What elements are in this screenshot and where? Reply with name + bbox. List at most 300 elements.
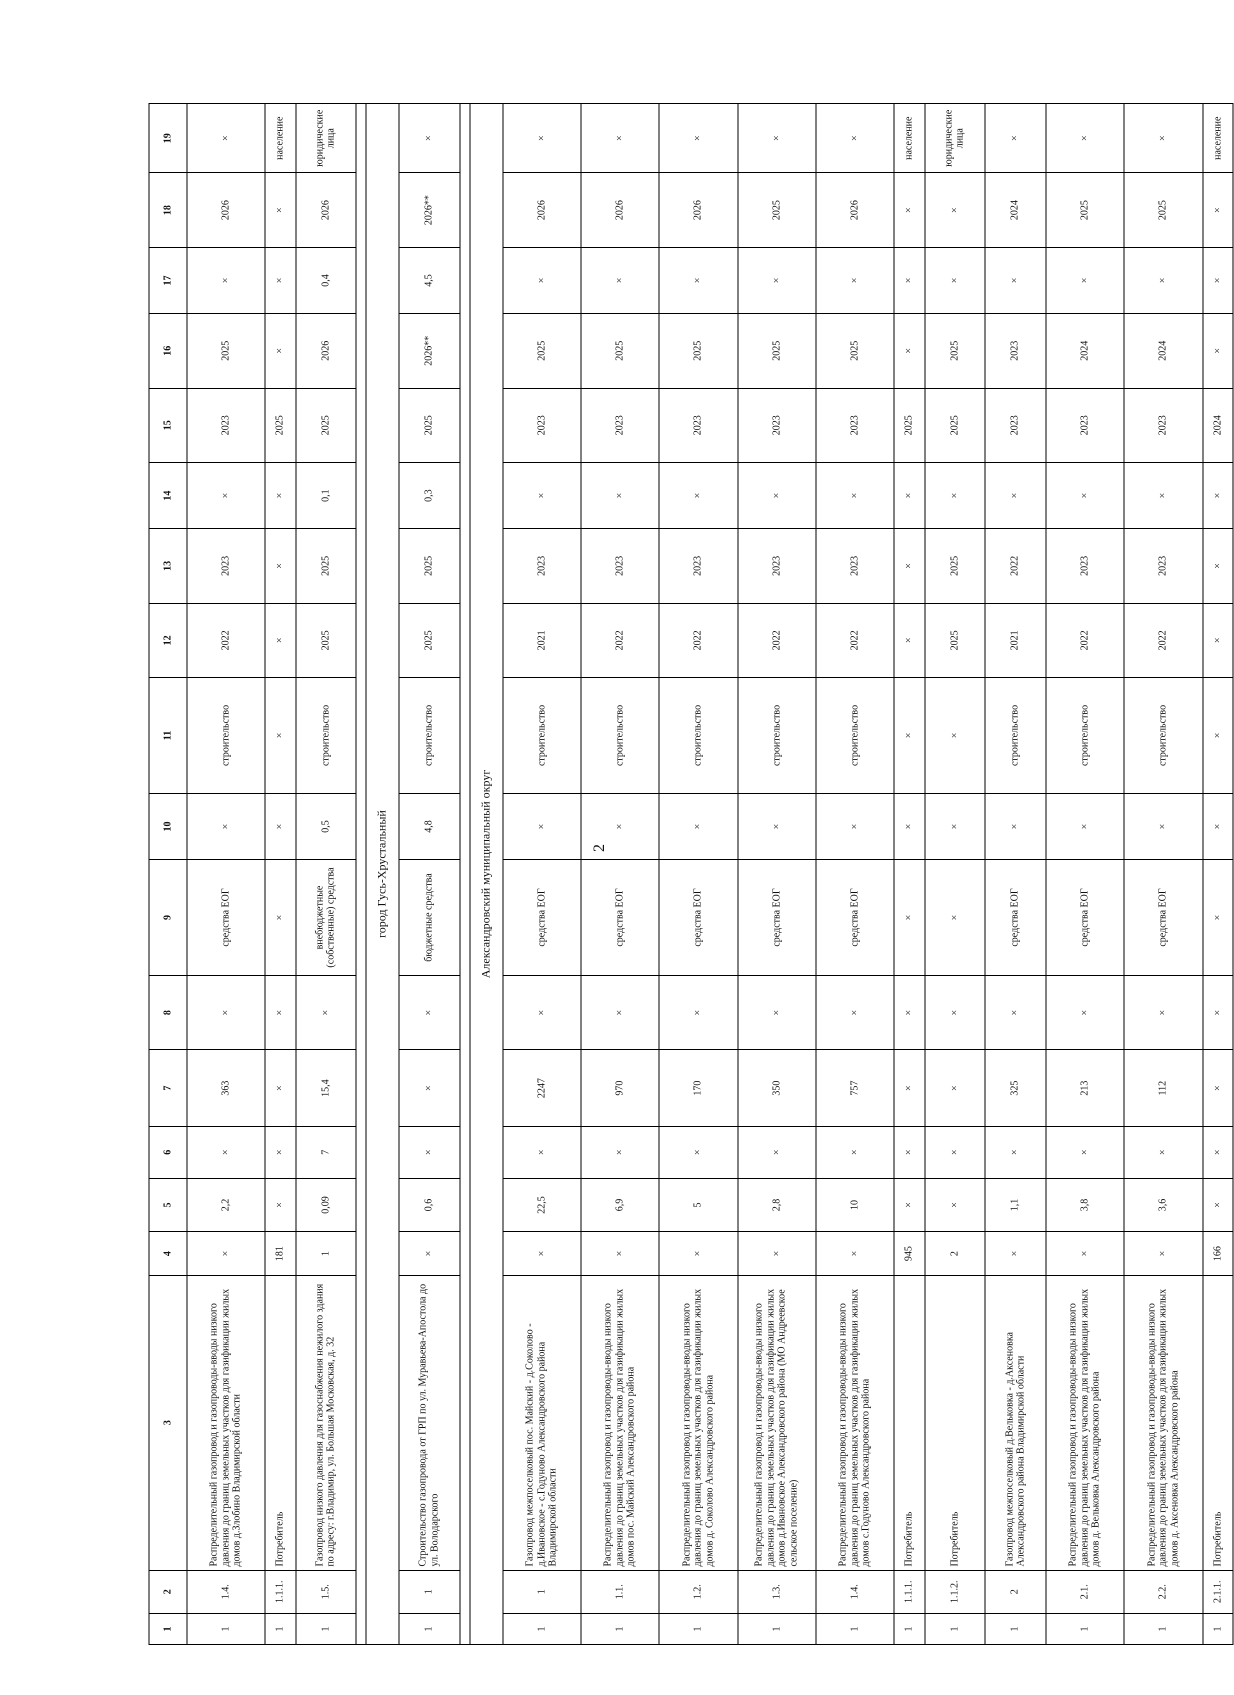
table-cell: × (925, 975, 986, 1049)
table-cell: 1 (399, 1613, 460, 1644)
table-cell: × (503, 975, 581, 1049)
table-cell: 1 (1046, 1613, 1124, 1644)
object-name-cell: Потребитель (265, 1275, 295, 1570)
table-cell: строительство (187, 678, 265, 794)
section-row (366, 104, 399, 1645)
table-cell: × (816, 247, 894, 313)
table-cell: 2023 (816, 529, 894, 603)
table-cell: × (1124, 1126, 1202, 1178)
table-cell: 2025 (925, 314, 986, 388)
table-cell: × (581, 1126, 659, 1178)
table-cell: бюджетные средства (399, 860, 460, 976)
table-cell: население (265, 104, 295, 173)
table-cell: × (659, 104, 737, 173)
table-cell: × (187, 462, 265, 528)
table-cell: 2023 (503, 388, 581, 462)
table-cell: 170 (659, 1050, 737, 1127)
table-cell: × (1203, 247, 1233, 313)
table-cell: 15,4 (296, 1050, 357, 1127)
table-cell: × (659, 793, 737, 859)
table-cell: внебюджетные (собственные) средства (296, 860, 357, 976)
table-cell: 2023 (187, 529, 265, 603)
table-cell: × (503, 462, 581, 528)
table-cell: × (738, 1232, 816, 1275)
table-cell: юридические лица (925, 104, 986, 173)
table-cell: × (399, 104, 460, 173)
table-cell: 166 (1203, 1232, 1233, 1275)
table-cell: × (265, 603, 295, 677)
table-cell: 2026 (581, 173, 659, 247)
table-cell: × (894, 860, 924, 976)
table-row (503, 104, 581, 1645)
table-cell: 1 (187, 1613, 265, 1644)
table-cell: 2.1.1. (1203, 1570, 1233, 1613)
table-cell: × (894, 529, 924, 603)
section-title: Александровский муниципальный округ (470, 104, 503, 1645)
column-header: 8 (149, 975, 187, 1049)
table-cell: × (1203, 1178, 1233, 1232)
table-body (149, 104, 1233, 1645)
table-cell: 2022 (1124, 603, 1202, 677)
table-cell: × (1046, 1232, 1124, 1275)
section-row (470, 104, 503, 1645)
table-cell: × (187, 1126, 265, 1178)
table-cell: × (581, 793, 659, 859)
table-cell: × (925, 462, 986, 528)
table-cell: × (894, 314, 924, 388)
table-cell: 2025 (1124, 173, 1202, 247)
table-cell: 2026 (816, 173, 894, 247)
table-cell: 1.1.1. (265, 1570, 295, 1613)
object-name-cell: Газопровод межпоселковый пос. Майский - д.Соколово - д.Ивановское - с.Годуново Александровского района Владимирской области (503, 1275, 581, 1570)
table-cell: × (1124, 247, 1202, 313)
table-cell: 3,8 (1046, 1178, 1124, 1232)
table-cell: × (985, 1126, 1046, 1178)
table-cell: × (816, 1232, 894, 1275)
table-cell: средства ЕОГ (581, 860, 659, 976)
table-cell: 2022 (187, 603, 265, 677)
table-cell: 2023 (581, 529, 659, 603)
table-cell: × (1124, 1232, 1202, 1275)
table-cell: × (265, 247, 295, 313)
table-cell: × (894, 1126, 924, 1178)
table-cell: 2025 (925, 388, 986, 462)
table-row (894, 104, 924, 1645)
table-cell: × (1203, 1050, 1233, 1127)
table-cell: строительство (985, 678, 1046, 794)
table-cell: × (503, 104, 581, 173)
table-cell: × (738, 247, 816, 313)
column-header: 1 (149, 1613, 187, 1644)
table-cell: × (581, 1232, 659, 1275)
table-cell: 1 (503, 1570, 581, 1613)
table-cell: 112 (1124, 1050, 1202, 1127)
column-header: 17 (149, 247, 187, 313)
column-header: 15 (149, 388, 187, 462)
table-cell: 1 (1203, 1613, 1233, 1644)
table-cell: 1.5. (296, 1570, 357, 1613)
table-cell: × (738, 793, 816, 859)
table-cell: 2022 (659, 603, 737, 677)
table-cell: 2.1. (1046, 1570, 1124, 1613)
table-cell: средства ЕОГ (659, 860, 737, 976)
table-cell: 1 (738, 1613, 816, 1644)
table-cell: × (738, 462, 816, 528)
table-cell: строительство (503, 678, 581, 794)
table-cell: × (1203, 173, 1233, 247)
table-cell: строительство (659, 678, 737, 794)
table-row (659, 104, 737, 1645)
object-name-cell: Потребитель (925, 1275, 986, 1570)
table-cell: × (925, 678, 986, 794)
table-cell: × (1046, 104, 1124, 173)
table-cell: 350 (738, 1050, 816, 1127)
table-cell: × (187, 975, 265, 1049)
table-cell: 1 (985, 1613, 1046, 1644)
table-cell: × (985, 247, 1046, 313)
column-header: 12 (149, 603, 187, 677)
table-cell: × (187, 104, 265, 173)
table-row (399, 104, 460, 1645)
table-cell: × (187, 247, 265, 313)
table-cell: × (1203, 793, 1233, 859)
table-cell: 2025 (1046, 173, 1124, 247)
table-cell: × (265, 1050, 295, 1127)
table-cell: × (659, 1232, 737, 1275)
table-cell: 2026 (296, 173, 357, 247)
table-cell: × (894, 793, 924, 859)
table-cell: юридические лица (296, 104, 357, 173)
table-cell: × (894, 975, 924, 1049)
table-cell: 1.4. (816, 1570, 894, 1613)
table-cell: 2025 (503, 314, 581, 388)
table-cell: 2022 (985, 529, 1046, 603)
table-cell: × (265, 173, 295, 247)
table-cell: 2024 (1124, 314, 1202, 388)
table-cell: 2021 (985, 603, 1046, 677)
table-cell: 1 (816, 1613, 894, 1644)
table-cell: население (894, 104, 924, 173)
table-cell: 2025 (296, 388, 357, 462)
table-cell: × (925, 1050, 986, 1127)
table-cell: × (816, 793, 894, 859)
table-cell: × (985, 793, 1046, 859)
object-name-cell: Распределительный газопровод и газопроводы-вводы низкого давления до границ земельных участков для газификации жилых домов д.Злобино Владимирской области (187, 1275, 265, 1570)
table-row (265, 104, 295, 1645)
table-cell: × (581, 462, 659, 528)
table-cell: 2025 (265, 388, 295, 462)
object-name-cell: Газопровод межпоселковый д.Вельковка - д.Аксеновка Александровского района Владимирской области (985, 1275, 1046, 1570)
table-cell: × (738, 975, 816, 1049)
table-cell: 0,09 (296, 1178, 357, 1232)
table-cell: × (659, 1126, 737, 1178)
table-row (816, 104, 894, 1645)
table-cell: средства ЕОГ (738, 860, 816, 976)
column-header: 7 (149, 1050, 187, 1127)
table-cell: средства ЕОГ (816, 860, 894, 976)
table-cell: средства ЕОГ (1046, 860, 1124, 976)
table-row (1046, 104, 1124, 1645)
table-cell: 1.3. (738, 1570, 816, 1613)
table-cell: строительство (1124, 678, 1202, 794)
table-cell: 1 (581, 1613, 659, 1644)
table-cell: 6,9 (581, 1178, 659, 1232)
table-cell: 2025 (659, 314, 737, 388)
table-cell: 3,6 (1124, 1178, 1202, 1232)
section-title: город Гусь-Хрустальный (366, 104, 399, 1645)
table-cell: × (985, 462, 1046, 528)
table-cell: × (816, 104, 894, 173)
table-cell: × (894, 1178, 924, 1232)
table-cell: × (187, 793, 265, 859)
table-cell: × (659, 247, 737, 313)
table-cell: 2247 (503, 1050, 581, 1127)
table-cell: 2021 (503, 603, 581, 677)
table-cell: 2026** (399, 173, 460, 247)
table-cell: × (581, 104, 659, 173)
table-cell: × (581, 247, 659, 313)
table-cell: 2023 (1124, 388, 1202, 462)
table-cell: × (894, 247, 924, 313)
table-cell: × (265, 975, 295, 1049)
table-cell: × (1124, 462, 1202, 528)
table-cell: × (399, 1126, 460, 1178)
table-cell: 2023 (1046, 388, 1124, 462)
table-cell: средства ЕОГ (187, 860, 265, 976)
table-cell: строительство (816, 678, 894, 794)
table-cell: 2023 (659, 529, 737, 603)
table-cell: 2022 (816, 603, 894, 677)
table-cell: × (816, 462, 894, 528)
table-cell: строительство (581, 678, 659, 794)
table-cell: × (925, 173, 986, 247)
table-cell: × (503, 1232, 581, 1275)
table-cell: 1.1.2. (925, 1570, 986, 1613)
table-cell: 1 (894, 1613, 924, 1644)
table-cell: × (925, 793, 986, 859)
table-cell: 2025 (738, 314, 816, 388)
table-cell: × (1046, 793, 1124, 859)
table-cell: × (265, 1126, 295, 1178)
table-cell: 2024 (985, 173, 1046, 247)
table-cell: × (1124, 975, 1202, 1049)
table-cell: 1.2. (659, 1570, 737, 1613)
table-cell: × (1124, 793, 1202, 859)
table-cell: × (816, 1126, 894, 1178)
column-header: 10 (149, 793, 187, 859)
table-cell: × (1124, 104, 1202, 173)
table-row (187, 104, 265, 1645)
table-cell: × (659, 462, 737, 528)
table-cell: × (265, 462, 295, 528)
table-cell: 181 (265, 1232, 295, 1275)
object-name-cell: Распределительный газопровод и газопроводы-вводы низкого давления до границ земельных участков для газификации жилых домов с.Годуново Александровского района (816, 1275, 894, 1570)
table-cell: × (1046, 247, 1124, 313)
column-header: 2 (149, 1570, 187, 1613)
table-cell: 2023 (187, 388, 265, 462)
table-cell: 1 (296, 1232, 357, 1275)
table-row (738, 104, 816, 1645)
table-cell: × (894, 1050, 924, 1127)
table-cell: × (659, 975, 737, 1049)
table-cell: 1 (1124, 1613, 1202, 1644)
table-cell: 2025 (581, 314, 659, 388)
table-cell: 0,1 (296, 462, 357, 528)
table-cell: строительство (1046, 678, 1124, 794)
table-cell: 1.1. (581, 1570, 659, 1613)
table-cell: 2 (985, 1570, 1046, 1613)
table-cell: × (399, 1232, 460, 1275)
column-header: 14 (149, 462, 187, 528)
table-cell: 2025 (925, 603, 986, 677)
table-cell: × (1203, 462, 1233, 528)
table-cell: 1 (503, 1613, 581, 1644)
table-cell: 2026** (399, 314, 460, 388)
table-cell: 1 (296, 1613, 357, 1644)
object-name-cell: Распределительный газопровод и газопроводы-вводы низкого давления до границ земельных участков для газификации жилых домов д. Вельковка Александровского района (1046, 1275, 1124, 1570)
table-cell: 2022 (581, 603, 659, 677)
table-cell: 0,3 (399, 462, 460, 528)
table-cell: 2023 (985, 314, 1046, 388)
table-cell: × (1046, 975, 1124, 1049)
column-header: 6 (149, 1126, 187, 1178)
table-row (925, 104, 986, 1645)
table-cell: × (738, 1126, 816, 1178)
table-cell: 2023 (985, 388, 1046, 462)
table-cell: 970 (581, 1050, 659, 1127)
table-cell: × (816, 975, 894, 1049)
table-cell: 213 (1046, 1050, 1124, 1127)
table-cell: × (1203, 975, 1233, 1049)
table-cell: × (894, 462, 924, 528)
table-cell: 2026 (296, 314, 357, 388)
column-header: 16 (149, 314, 187, 388)
table-cell: 2025 (399, 603, 460, 677)
table-cell: 2022 (1046, 603, 1124, 677)
table-cell: × (265, 314, 295, 388)
column-number-header-row (149, 104, 187, 1645)
table-cell: × (503, 1126, 581, 1178)
table-cell: × (925, 860, 986, 976)
page-number: 2 (591, 844, 608, 852)
gasification-plan-table (149, 103, 1234, 1645)
column-header: 5 (149, 1178, 187, 1232)
spacer-row (356, 104, 366, 1645)
table-cell: 1 (399, 1570, 460, 1613)
table-cell: × (1203, 603, 1233, 677)
column-header: 18 (149, 173, 187, 247)
table-cell: × (1203, 1126, 1233, 1178)
spacer-row (460, 104, 470, 1645)
table-cell: 1.1.1. (894, 1570, 924, 1613)
table-cell: 2023 (738, 529, 816, 603)
table-cell: 4,5 (399, 247, 460, 313)
table-cell: × (985, 104, 1046, 173)
spacer-cell (460, 104, 470, 1645)
column-header: 13 (149, 529, 187, 603)
table-cell: 2022 (738, 603, 816, 677)
table-row (1203, 104, 1233, 1645)
table-cell: 363 (187, 1050, 265, 1127)
table-cell: 2.2. (1124, 1570, 1202, 1613)
table-cell: 757 (816, 1050, 894, 1127)
table-cell: × (296, 975, 357, 1049)
column-header: 3 (149, 1275, 187, 1570)
table-cell: 10 (816, 1178, 894, 1232)
table-cell: × (399, 1050, 460, 1127)
table-cell: 0,5 (296, 793, 357, 859)
table-cell: 2023 (659, 388, 737, 462)
table-cell: × (399, 975, 460, 1049)
table-cell: 2025 (738, 173, 816, 247)
table-cell: 2026 (503, 173, 581, 247)
table-cell: 2023 (1124, 529, 1202, 603)
table-cell: × (985, 1232, 1046, 1275)
table-cell: 1.4. (187, 1570, 265, 1613)
table-cell: строительство (296, 678, 357, 794)
column-header: 19 (149, 104, 187, 173)
table-cell: население (1203, 104, 1233, 173)
object-name-cell: Распределительный газопровод и газопроводы-вводы низкого давления до границ земельных участков для газификации жилых домов д.Ивановское Александровского района (МО Андреевское сельское поселение) (738, 1275, 816, 1570)
table-cell: 7 (296, 1126, 357, 1178)
table-cell: 1 (265, 1613, 295, 1644)
table-cell: средства ЕОГ (985, 860, 1046, 976)
object-name-cell: Распределительный газопровод и газопроводы-вводы низкого давления до границ земельных участков для газификации жилых домов д. Аксеновка Александровского района (1124, 1275, 1202, 1570)
table-cell: × (925, 247, 986, 313)
table-cell: × (985, 975, 1046, 1049)
table-cell: 1 (925, 1613, 986, 1644)
table-row (581, 104, 659, 1645)
table-cell: 4,8 (399, 793, 460, 859)
table-cell: 5 (659, 1178, 737, 1232)
table-cell: × (265, 529, 295, 603)
object-name-cell: Потребитель (1203, 1275, 1233, 1570)
column-header: 9 (149, 860, 187, 976)
table-cell: × (265, 860, 295, 976)
table-cell: × (1203, 314, 1233, 388)
table-cell: 2025 (399, 529, 460, 603)
table-cell: × (894, 678, 924, 794)
table-cell: × (925, 1126, 986, 1178)
table-row (985, 104, 1046, 1645)
table-cell: × (1203, 860, 1233, 976)
table-cell: 22,5 (503, 1178, 581, 1232)
table-cell: 2,8 (738, 1178, 816, 1232)
table-cell: 1 (659, 1613, 737, 1644)
column-header: 4 (149, 1232, 187, 1275)
table-cell: 945 (894, 1232, 924, 1275)
table-cell: 2025 (296, 529, 357, 603)
table-cell: строительство (399, 678, 460, 794)
table-cell: 2025 (816, 314, 894, 388)
column-header: 11 (149, 678, 187, 794)
table-cell: × (894, 173, 924, 247)
table-cell: 2025 (187, 314, 265, 388)
table-cell: × (265, 678, 295, 794)
table-cell: × (265, 793, 295, 859)
table-row (1124, 104, 1202, 1645)
rotated-table-sheet (149, 103, 1234, 1645)
table-cell: 2,2 (187, 1178, 265, 1232)
table-cell: 2023 (738, 388, 816, 462)
table-cell: × (925, 1178, 986, 1232)
table-cell: 0,6 (399, 1178, 460, 1232)
table-cell: × (1046, 1126, 1124, 1178)
table-cell: 2024 (1046, 314, 1124, 388)
table-cell: 0,4 (296, 247, 357, 313)
table-cell: 2023 (816, 388, 894, 462)
table-cell: 2024 (1203, 388, 1233, 462)
